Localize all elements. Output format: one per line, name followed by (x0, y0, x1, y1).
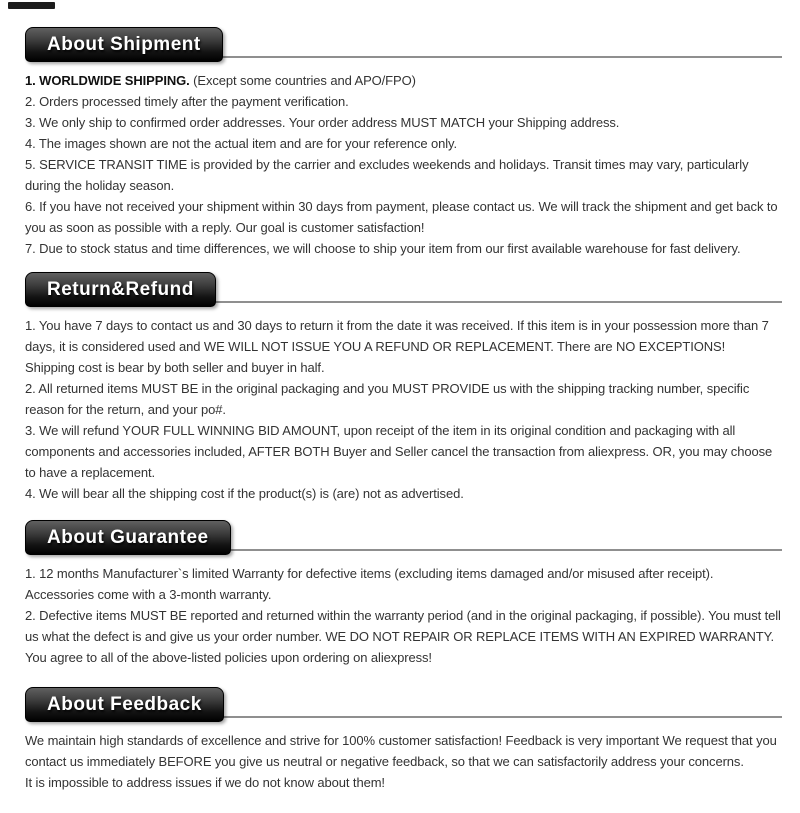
section-body (25, 70, 781, 259)
section-about-feedback (25, 687, 782, 793)
section-banner (25, 520, 231, 555)
section-header (25, 27, 782, 62)
section-header (25, 272, 782, 307)
section-title: About Shipment (47, 34, 201, 55)
section-header (25, 687, 782, 722)
section-banner (25, 272, 216, 307)
policy-paragraph: 1. You have 7 days to contact us and 30 days to return it from the date it was received. If this item is in your possession more than 7 days, it is considered used and WE WILL NOT ISSUE YOU A REFUND OR REPLACEMENT. There are NO EXCEPTIONS! (25, 318, 769, 354)
section-banner (25, 27, 223, 62)
policy-paragraph: You agree to all of the above-listed policies upon ordering on aliexpress! (25, 650, 432, 665)
policy-paragraph: 4. We will bear all the shipping cost if the product(s) is (are) not as advertised. (25, 486, 464, 501)
policy-paragraph: It is impossible to address issues if we do not know about them! (25, 775, 385, 790)
section-title: Return&Refund (47, 279, 194, 300)
policy-paragraph: 1. 12 months Manufacturer`s limited Warranty for defective items (excluding items damaged and/or misused after receipt). Accessories come with a 3-month warranty. (25, 566, 714, 602)
section-return-refund (25, 272, 782, 504)
policy-paragraph (25, 70, 781, 91)
section-body (25, 563, 781, 668)
section-header (25, 520, 782, 555)
policy-paragraph: 7. Due to stock status and time differences, we will choose to ship your item from our first available warehouse for fast delivery. (25, 241, 741, 256)
policy-paragraph: 2. All returned items MUST BE in the original packaging and you MUST PROVIDE us with the shipping tracking number, specific reason for the return, and your po#. (25, 381, 750, 417)
cropped-banner-remnant (8, 2, 55, 9)
section-banner (25, 687, 224, 722)
bold-lead: 1. WORLDWIDE SHIPPING. (25, 73, 190, 88)
section-title: About Guarantee (47, 527, 209, 548)
section-title: About Feedback (47, 694, 202, 715)
policy-paragraph: 5. SERVICE TRANSIT TIME is provided by the carrier and excludes weekends and holidays. Transit times may vary, particularly during the holiday season. (25, 157, 749, 193)
policy-paragraph: 3. We will refund YOUR FULL WINNING BID AMOUNT, upon receipt of the item in its original condition and packaging with all components and accessories included, AFTER BOTH Buyer and Seller cancel the transaction from aliexpress. OR, you may choose to have a replacement. (25, 423, 773, 480)
section-body (25, 730, 781, 793)
section-body (25, 315, 781, 504)
policy-paragraph: 6. If you have not received your shipment within 30 days from payment, please contact us. We will track the shipment and get back to you as soon as possible with a reply. Our goal is customer satisfaction! (25, 199, 778, 235)
policy-paragraph: 2. Orders processed timely after the payment verification. (25, 94, 349, 109)
policy-paragraph: Shipping cost is bear by both seller and buyer in half. (25, 360, 325, 375)
policy-paragraph: 2. Defective items MUST BE reported and returned within the warranty period (and in the original packaging, if possible). You must tell us what the defect is and give us your order number. WE DO NOT REPAIR OR REPLACE ITEMS WITH AN EXPIRED WARRANTY. (25, 608, 781, 644)
paragraph-text: (Except some countries and APO/FPO) (189, 73, 416, 88)
section-about-guarantee (25, 520, 782, 668)
policy-paragraph: 4. The images shown are not the actual item and are for your reference only. (25, 136, 457, 151)
section-about-shipment (25, 27, 782, 259)
policy-paragraph: We maintain high standards of excellence and strive for 100% customer satisfaction! Feedback is very important We request that you contact us immediately BEFORE you give us neutral or negative feedback, so that we can satisfactorily address your concerns. (25, 733, 777, 769)
policy-paragraph: 3. We only ship to confirmed order addresses. Your order address MUST MATCH your Shipping address. (25, 115, 620, 130)
